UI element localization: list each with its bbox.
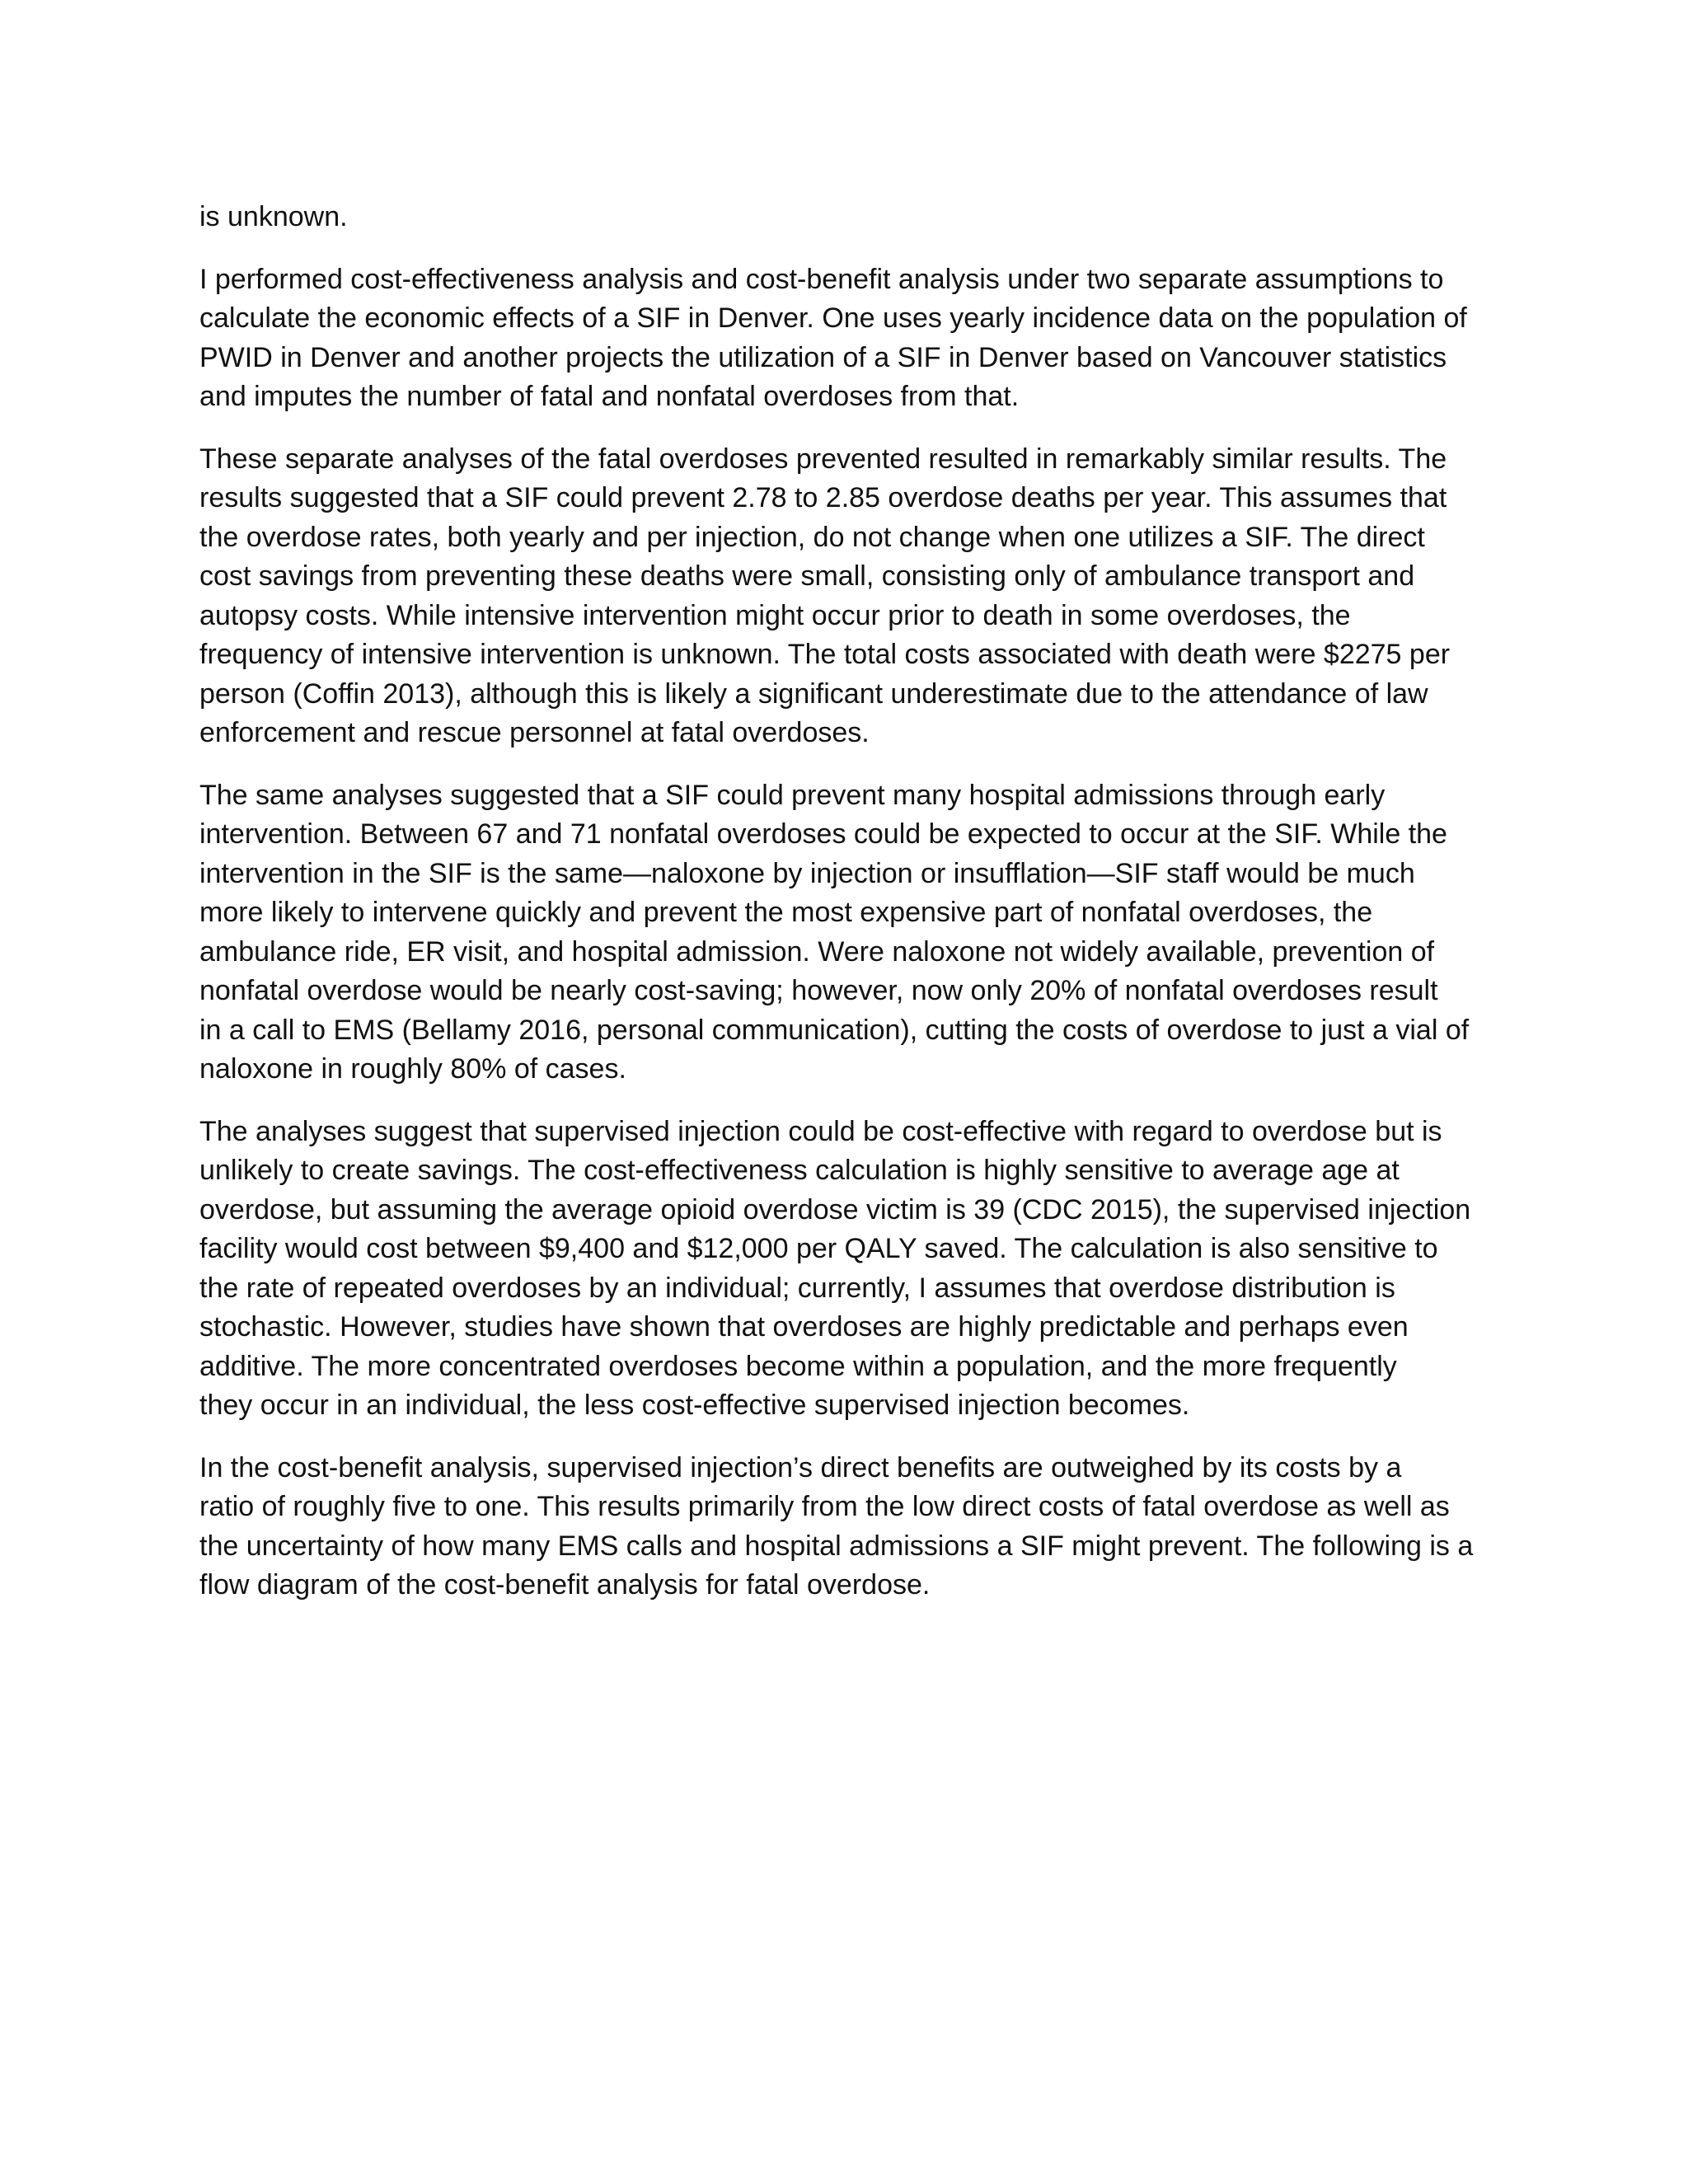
paragraph-fatal-overdoses: These separate analyses of the fatal overdoses prevented resulted in remarkably similar results. The results suggested that a SIF could prevent 2.78 to 2.85 overdose deaths per year. This assumes that the overdose rates, both yearly and per injection, do not change when one utilizes a SIF. The direct cost savings from preventing these deaths were small, consisting only of ambulance transport and autopsy costs. While intensive intervention might occur prior to death in some overdoses, the frequency of intensive intervention is unknown. The total costs associated with death were $2275 per person (Coffin 2013), although this is likely a significant underestimate due to the attendance of law enforcement and rescue personnel at fatal overdoses. xyxy=(199,443,1451,748)
paragraph-cost-effectiveness: The analyses suggest that supervised injection could be cost-effective with regard to overdose but is unlikely to create savings. The cost-effectiveness calculation is highly sensitive to average age at overdose, but assuming the average opioid overdose victim is 39 (CDC 2015), the supervised injection facility would cost between $9,400 and $12,000 per QALY saved. The calculation is also sensitive to the rate of repeated overdoses by an individual; currently, I assumes that overdose distribution is stochastic. However, studies have shown that overdoses are highly predictable and perhaps even additive. The more concentrated overdoses become within a population, and the more frequently they occur in an individual, the less cost-effective supervised injection becomes. xyxy=(199,1115,1471,1421)
paragraph-methods: I performed cost-effectiveness analysis and cost-benefit analysis under two separate assumptions to calculate the economic effects of a SIF in Denver. One uses yearly incidence data on the population of PWID in Denver and another projects the utilization of a SIF in Denver based on Vancouver statistics and imputes the number of fatal and nonfatal overdoses from that. xyxy=(199,263,1467,412)
document-body xyxy=(199,198,1502,1629)
paragraph-hospital-admissions: The same analyses suggested that a SIF could prevent many hospital admissions through early intervention. Between 67 and 71 nonfatal overdoses could be expected to occur at the SIF. While the intervention in the SIF is the same—naloxone by injection or insufflation—SIF staff would be much more likely to intervene quickly and prevent the most expensive part of nonfatal overdoses, the ambulance ride, ER visit, and hospital admission. Were naloxone not widely available, prevention of nonfatal overdose would be nearly cost-saving; however, now only 20% of nonfatal overdoses result in a call to EMS (Bellamy 2016, personal communication), cutting the costs of overdose to just a vial of naloxone in roughly 80% of cases. xyxy=(199,779,1470,1085)
paragraph-cost-benefit: In the cost-benefit analysis, supervised injection’s direct benefits are outweighed by its costs by a ratio of roughly five to one. This results primarily from the low direct costs of fatal overdose as well as the uncertainty of how many EMS calls and hospital admissions a SIF might prevent. The following is a flow diagram of the cost-benefit analysis for fatal overdose. xyxy=(199,1451,1474,1601)
paragraph-continuation: is unknown. xyxy=(199,201,348,232)
